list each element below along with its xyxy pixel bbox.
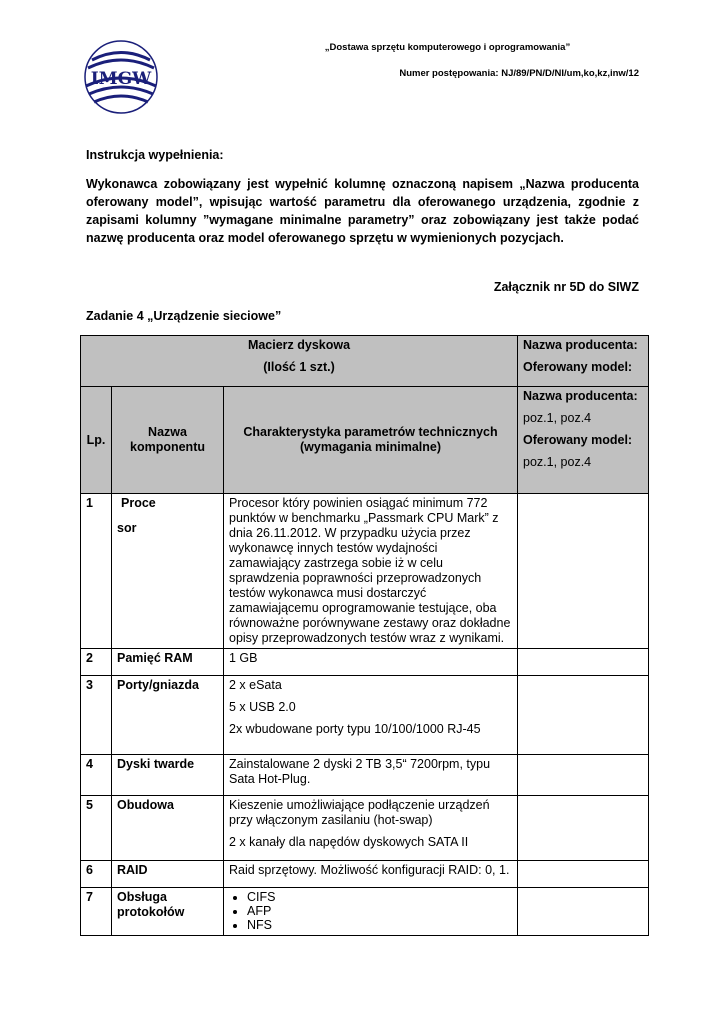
row-lp: 4: [81, 755, 112, 796]
model-label: Oferowany model:: [523, 360, 633, 374]
task-title: Zadanie 4 „Urządzenie sieciowe”: [86, 309, 282, 323]
table-row: [81, 649, 649, 676]
header-model-pos: poz.1, poz.4: [523, 455, 592, 469]
logo-text: IMGW: [90, 69, 152, 89]
header-spec: Charakterystyka parametrów technicznych (wymagania minimalne): [224, 387, 518, 494]
list-item: • CIFS: [247, 890, 512, 904]
row-spec: Procesor który powinien osiągać minimum 772 punktów w benchmarku „Passmark CPU Mark” z dnia 26.11.2012. W przypadku użycia przez wykonawcę innych testów wydajności zamawiający zastrzega sobie iż w celu sprawdzenia poprawności przeprowadzonych testów wykonawca musi dostarczyć zamawiającemu oprogramowanie testujące, oba równoważne porównywane zestawy oraz dokładne opisy przeprowadzonych testów wraz z wynikami.: [224, 494, 518, 649]
row-component: Pamięć RAM: [112, 649, 224, 676]
header-producer-label: Nazwa producenta:: [523, 389, 638, 403]
row-offer-field[interactable]: [518, 649, 649, 676]
row-offer-field[interactable]: [518, 796, 649, 861]
row-component: RAID: [112, 861, 224, 888]
row-lp: 6: [81, 861, 112, 888]
table-row: [81, 494, 649, 649]
row-lp: 7: [81, 888, 112, 936]
table-row: [81, 796, 649, 861]
row-spec: 2 x eSata 5 x USB 2.0 2x wbudowane porty typu 10/100/1000 RJ-45: [224, 676, 518, 755]
table-row: [81, 755, 649, 796]
table-row: [81, 676, 649, 755]
case-number: Numer postępowania: NJ/89/PN/D/NI/um,ko,kz,inw/12: [399, 68, 639, 79]
device-quantity: (Ilość 1 szt.): [263, 360, 335, 374]
row-spec: Kieszenie umożliwiające podłączenie urządzeń przy włączonym zasilaniu (hot-swap) 2 x kanały dla napędów dyskowych SATA II: [224, 796, 518, 861]
header-lp: Lp.: [81, 387, 112, 494]
device-name: Macierz dyskowa: [247, 338, 351, 352]
spec-table: [80, 335, 649, 936]
row-spec: [224, 888, 518, 936]
producer-label: Nazwa producenta:: [523, 338, 638, 352]
device-cell: [81, 336, 518, 387]
producer-model-cell: [518, 336, 649, 387]
row-spec: 1 GB: [224, 649, 518, 676]
table-header-row: [81, 387, 649, 494]
header-model-label: Oferowany model:: [523, 433, 633, 447]
attachment-label: Załącznik nr 5D do SIWZ: [493, 280, 639, 294]
row-component: Porty/gniazda: [112, 676, 224, 755]
row-lp: 1: [81, 494, 112, 649]
protocol-list: [229, 890, 512, 932]
row-spec: Raid sprzętowy. Możliwość konfiguracji RAID: 0, 1.: [224, 861, 518, 888]
table-title-row: [81, 336, 649, 387]
row-offer-field[interactable]: [518, 861, 649, 888]
row-offer-field[interactable]: [518, 888, 649, 936]
row-spec: Zainstalowane 2 dyski 2 TB 3,5“ 7200rpm, typu Sata Hot-Plug.: [224, 755, 518, 796]
header-producer-pos: poz.1, poz.4: [523, 411, 592, 425]
row-component: Proce sor: [112, 494, 224, 649]
header-component: Nazwa komponentu: [112, 387, 224, 494]
imgw-logo: [84, 40, 158, 114]
header-producer-cell: [518, 387, 649, 494]
row-component: Obsługa protokołów: [112, 888, 224, 936]
list-item: • AFP: [247, 904, 512, 918]
table-row: [81, 861, 649, 888]
row-component: Obudowa: [112, 796, 224, 861]
row-lp: 3: [81, 676, 112, 755]
row-offer-field[interactable]: [518, 676, 649, 755]
row-offer-field[interactable]: [518, 755, 649, 796]
row-offer-field[interactable]: [518, 494, 649, 649]
table-row: [81, 888, 649, 936]
row-lp: 5: [81, 796, 112, 861]
row-lp: 2: [81, 649, 112, 676]
list-item: • NFS: [247, 918, 512, 932]
document-title: „Dostawa sprzętu komputerowego i oprogramowania”: [324, 42, 571, 53]
instructions-heading: Instrukcja wypełnienia:: [86, 148, 224, 162]
row-component: Dyski twarde: [112, 755, 224, 796]
instructions-body: Wykonawca zobowiązany jest wypełnić kolumnę oznaczoną napisem „Nazwa producenta oferowany model”, wpisując wartość parametru dla oferowanego urządzenia, zgodnie z zapisami kolumny ”wymagane minimalne parametry” oraz zobowiązany jest także podać nazwę producenta oraz model oferowanego sprzętu w wymienionych pozycjach.: [86, 177, 639, 245]
